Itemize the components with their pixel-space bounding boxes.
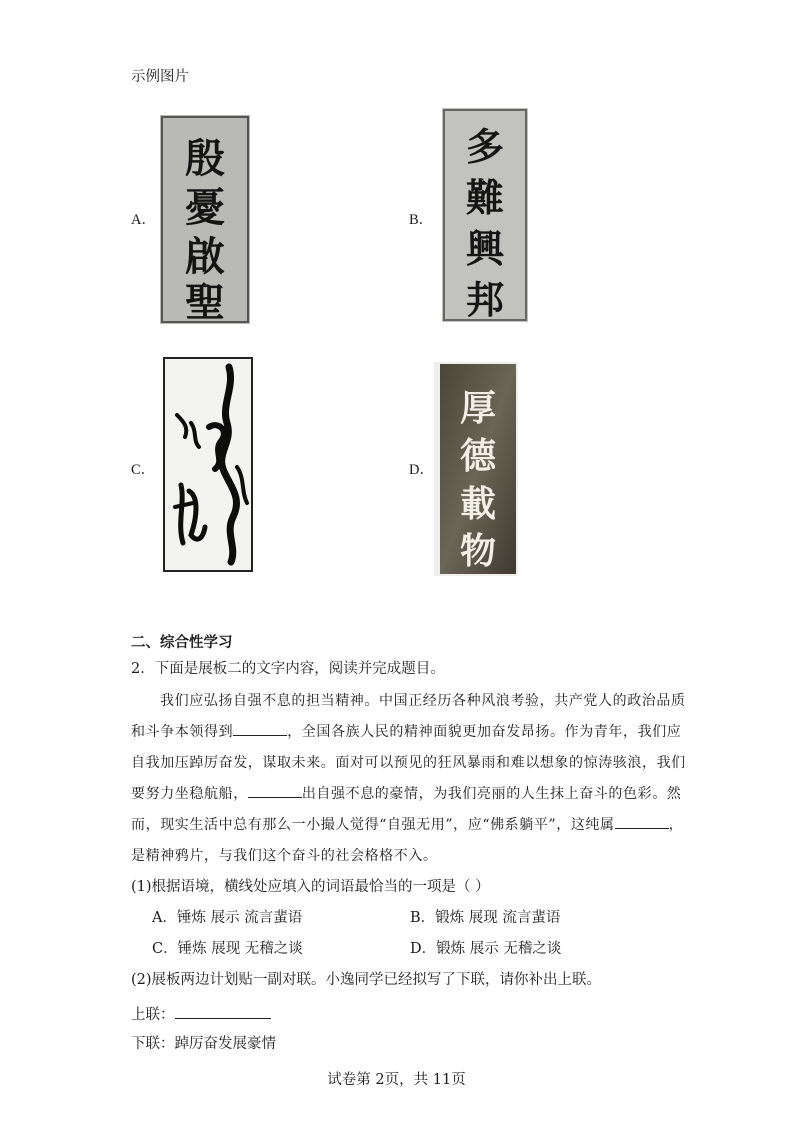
passage-line-4: 要努力坐稳航船， 出自强不息的豪情，为我们亮丽的人生抹上奋斗的色彩。然 <box>131 783 681 803</box>
section-title: 二、综合性学习 <box>131 635 233 651</box>
char-d-3: 載 <box>459 483 497 525</box>
image-caption: 示例图片 <box>131 69 189 85</box>
blank-2 <box>248 783 302 798</box>
choice-c[interactable]: C．锤炼 展现 无稽之谈 <box>152 941 303 957</box>
upper-couplet-blank[interactable] <box>175 1004 271 1019</box>
choice-b[interactable]: B．锻炼 展现 流言蜚语 <box>410 910 561 926</box>
char-d-4: 物 <box>459 530 497 572</box>
passage-line-6: 是精神鸦片，与我们这个奋斗的社会格格不入。 <box>131 848 438 864</box>
calligraphy-image-b <box>442 108 528 322</box>
char-b-3: 興 <box>465 226 505 271</box>
option-b-label: B． <box>409 212 434 228</box>
calligraphy-image-c <box>163 357 253 572</box>
page-footer: 试卷第 2页，共 11页 <box>327 1072 466 1088</box>
calligraphy-image-d <box>434 362 518 576</box>
blank-1 <box>233 721 287 736</box>
choice-a[interactable]: A．锤炼 展示 流言蜚语 <box>152 910 303 926</box>
upper-couplet: 上联： <box>131 1004 271 1024</box>
char-a-3: 啟 <box>185 233 225 280</box>
question-stem: 2．下面是展板二的文字内容，阅读并完成题目。 <box>131 661 445 677</box>
option-d-label: D． <box>409 462 434 478</box>
passage-line-3: 自我加压踔厉奋发，谋取未来。面对可以预见的狂风暴雨和难以想象的惊涛骇浪，我们 <box>131 755 686 771</box>
option-c-label: C． <box>131 462 156 478</box>
calligraphy-image-a <box>160 115 250 324</box>
blank-3 <box>615 814 669 829</box>
char-d-1: 厚 <box>459 387 497 429</box>
char-c-2: 若水 <box>167 570 169 571</box>
passage-line-2: 和斗争本领得到 ，全国各族人民的精神面貌更加奋发昂扬。作为青年，我们应 <box>131 721 681 741</box>
sub-question-1: (1)根据语境，横线处应填入的词语最恰当的一项是（ ） <box>131 879 490 895</box>
char-d-2: 德 <box>459 435 497 477</box>
passage-line-1: 我们应弘扬自强不息的担当精神。中国正经历各种风浪考验，共产党人的政治品质 <box>160 693 686 709</box>
char-b-2: 難 <box>465 175 505 220</box>
lower-couplet: 下联：踔厉奋发展豪情 <box>131 1036 276 1052</box>
char-a-1: 殷 <box>185 135 225 182</box>
option-a-label: A． <box>131 212 156 228</box>
char-b-1: 多 <box>465 124 505 169</box>
char-a-2: 憂 <box>185 184 225 231</box>
char-b-4: 邦 <box>465 277 505 322</box>
sub-question-2: (2)展板两边计划贴一副对联。小逸同学已经拟写了下联，请你补出上联。 <box>131 972 602 988</box>
char-a-4: 聖 <box>185 279 225 324</box>
char-c-1: 上善 <box>167 569 169 570</box>
passage-line-5: 而，现实生活中总有那么一小撮人觉得“自强无用”，应“佛系躺平”，这纯属 ， <box>131 814 683 834</box>
choice-d[interactable]: D．锻炼 展示 无稽之谈 <box>410 941 562 957</box>
